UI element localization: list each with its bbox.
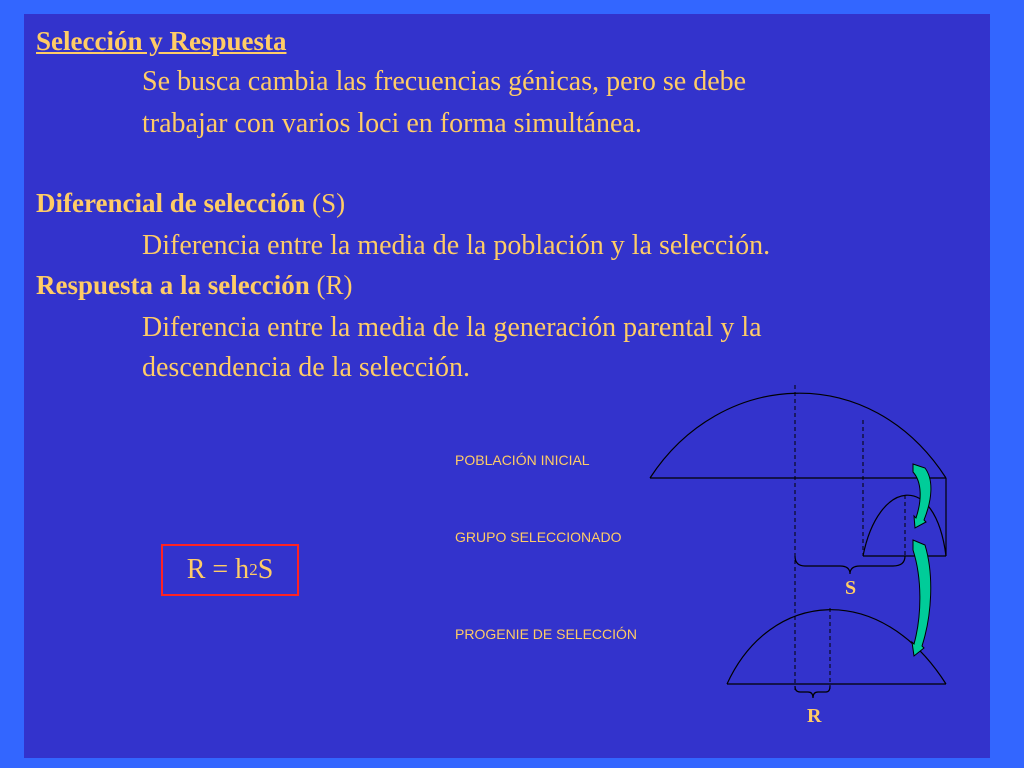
label-poblacion-inicial: POBLACIÓN INICIAL (455, 452, 590, 468)
section-heading-seleccion: Selección y Respuesta (36, 26, 287, 56)
r-label: R (807, 705, 822, 727)
label-grupo-seleccionado: GRUPO SELECCIONADO (455, 529, 622, 545)
s-brace (795, 556, 905, 574)
section1-line-1: Se busca cambia las frecuencias génicas, pero se debe (142, 66, 747, 97)
diferencial-bold: Diferencial de selección (36, 188, 306, 218)
section3-line-2: descendencia de la selección. (142, 352, 471, 383)
section2-line: Diferencia entre la media de la población y la selección. (142, 230, 771, 261)
formula-lhs: R = h (186, 554, 250, 585)
respuesta-symbol: (R) (309, 270, 353, 300)
label-progenie-seleccion: PROGENIE DE SELECCIÓN (455, 626, 638, 642)
formula-box: R = h 2 S (161, 544, 299, 596)
diferencial-symbol: (S) (305, 188, 346, 218)
curve-initial-population (650, 393, 946, 478)
section3-line-1: Diferencia entre la media de la generación parental y la (142, 312, 762, 343)
formula-rhs: S (257, 554, 274, 585)
section1-line-2: trabajar con varios loci en forma simultánea. (142, 108, 642, 139)
r-brace (795, 686, 830, 698)
s-label: S (845, 577, 857, 599)
arrow-to-progeny-icon (912, 540, 931, 656)
respuesta-bold: Respuesta a la selección (36, 270, 310, 300)
